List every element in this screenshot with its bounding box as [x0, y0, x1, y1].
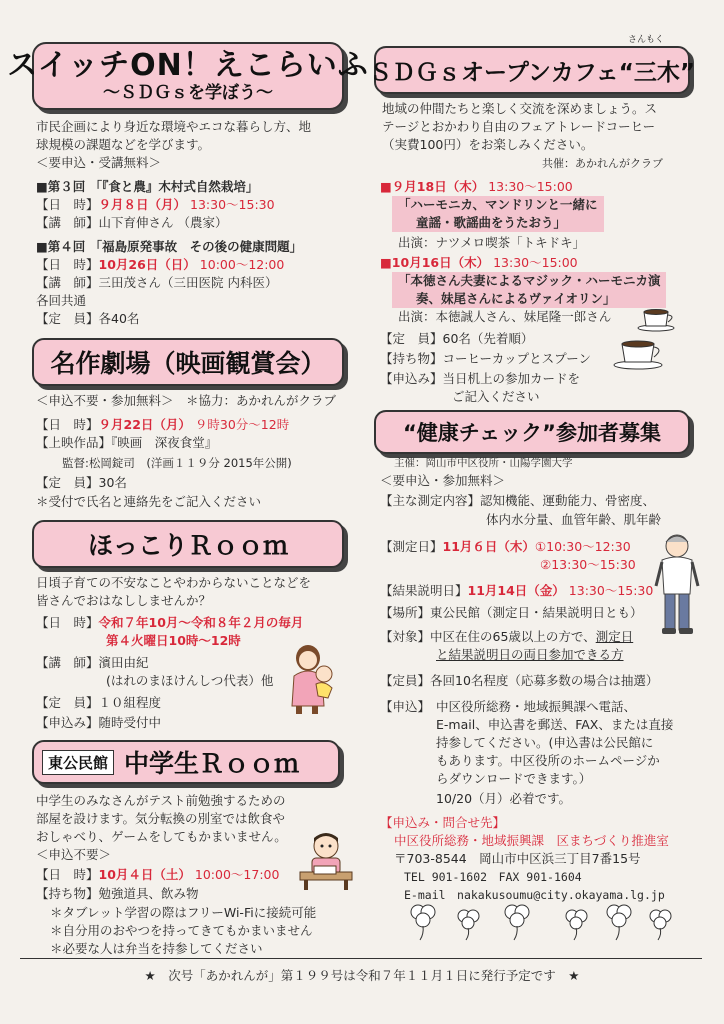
value: 30名 — [98, 475, 127, 490]
label: 【定 員】 — [380, 331, 443, 346]
date-value: 10月26日（日） — [98, 257, 196, 272]
middle-items — [36, 885, 199, 903]
health-sponsor: 主催：岡山市中区役所・山陽学園大学 — [394, 457, 573, 469]
middle-date — [36, 866, 279, 884]
label: 【講 師】 — [36, 655, 99, 670]
health-contact-org: 中区役所総務・地域振興課 区まちづくり推進室 — [394, 833, 669, 848]
date-value: ■９月18日（木） — [380, 179, 485, 194]
label: 【定 員】 — [36, 311, 99, 326]
label: 【対象】 — [380, 629, 431, 644]
hokkori-intro-2: 皆さんでおはなししませんか？ — [36, 593, 212, 608]
middle-intro-3: おしゃべり、ゲームをしてもかまいません。 — [36, 829, 287, 844]
switch-session4-date — [36, 256, 284, 274]
label: 【日 時】 — [36, 257, 99, 272]
label: 【定 員】 — [36, 695, 99, 710]
label: 【講 師】 — [36, 215, 99, 230]
value: 東公民館（測定日・結果説明日とも） — [430, 605, 643, 620]
label: 【主な測定内容】 — [380, 493, 481, 508]
hokkori-intro-1: 日頃子育ての不安なことやわからないことなどを — [36, 575, 312, 590]
health-tel: TEL 901-1602 FAX 901-1604 — [404, 870, 582, 884]
time-value: 13:30～15:00 — [493, 255, 578, 270]
health-apply-line-1: 中区役所総務・地域振興課へ電話、 — [436, 699, 637, 714]
switch-session3-lecturer — [36, 214, 228, 232]
footer-divider — [20, 958, 702, 959]
middle-req: ＜申込不要＞ — [36, 847, 112, 862]
value: 中区在住の65歳以上の方で、 — [430, 629, 596, 644]
date-value: 11月14日（金） — [467, 583, 565, 598]
health-items-2: 体内水分量、血管年齢、肌年齢 — [486, 512, 662, 527]
label: 【日 時】 — [36, 417, 99, 432]
switch-common: 各回共通 — [36, 293, 87, 308]
health-target — [380, 628, 633, 646]
label: 【講 師】 — [36, 275, 99, 290]
switch-intro-1: 市民企画により身近な環境やエコな暮らし方、地 — [36, 119, 312, 134]
mother-child-illustration — [284, 636, 344, 716]
cafe-event1-performer: 出演：ナツメロ喫茶「トキドキ」 — [398, 235, 586, 250]
value: 随時受付中 — [98, 715, 162, 730]
date-value: 10月４日（土） — [98, 867, 191, 882]
value: 濱田由紀 — [98, 655, 149, 670]
time-value: ９時30分～12時 — [194, 417, 290, 432]
cafe-event2-performer: 出演：本徳誠人さん、妹尾隆一郎さん — [398, 309, 612, 324]
label: 【日 時】 — [36, 197, 99, 212]
movie-req: ＜申込不要・参加無料＞ — [36, 393, 174, 408]
hokkori-capacity — [36, 694, 161, 712]
middle-note-3: ＊必要な人は弁当を持参してください — [50, 941, 263, 956]
health-apply-line-3: 持参してください。(申込書は公民館に — [436, 735, 654, 750]
cafe-event1-title-1: 「ハーモニカ、マンドリンと一緒に — [398, 197, 598, 212]
coffee-cup-icon — [612, 336, 668, 370]
middle-section-header — [32, 740, 340, 784]
date-value: ■10月16日（木） — [380, 255, 490, 270]
coffee-cup-icon — [636, 306, 680, 332]
middle-intro-1: 中学生のみなさんがテスト前勉強するための — [36, 793, 286, 808]
time-value: 10:00～12:00 — [199, 257, 285, 272]
switch-req: ＜要申込・受講無料＞ — [36, 155, 162, 170]
movie-note: ＊受付で氏名と連絡先をご記入ください — [36, 494, 262, 509]
label: 【持ち物】 — [36, 886, 99, 901]
health-req: ＜要申込・参加無料＞ — [380, 473, 506, 488]
health-result-date — [380, 582, 653, 600]
label: 【日 時】 — [36, 867, 99, 882]
middle-badge: 東公民館 — [42, 750, 114, 775]
health-title: “健康チェック”参加者募集 — [403, 421, 661, 445]
label: 【結果説明日】 — [380, 583, 468, 598]
health-measure-time-2: ②13:30～15:30 — [540, 557, 636, 572]
health-items — [380, 492, 655, 510]
value: コーヒーカップとスプーン — [442, 351, 592, 366]
label: 【申込み】 — [36, 715, 99, 730]
cafe-event1-title-2: 童謡・歌謡曲をうたおう」 — [416, 215, 567, 230]
label: 【申込み】 — [380, 371, 443, 386]
health-address: 〒703-8544 岡山市中区浜三丁目7番15号 — [394, 851, 641, 866]
health-capacity — [380, 672, 658, 690]
elderly-man-illustration — [654, 532, 700, 636]
cafe-title: ＳＤＧｓオープンカフェ — [369, 59, 619, 86]
value: 60名（先着順） — [442, 331, 534, 346]
time-value: 13:30～15:30 — [568, 583, 654, 598]
value: １０組程度 — [98, 695, 162, 710]
movie-director: 監督:松岡錠司 (洋画１１９分 2015年公開) — [62, 456, 292, 470]
time-value: 13:30～15:30 — [190, 197, 275, 212]
cafe-event2-title-1: 「本徳さん夫妻によるマジック・ハーモニカ演 — [398, 273, 661, 288]
health-email[interactable]: E-mail nakakusoumu@city.okayama.lg.jp — [404, 888, 665, 902]
movie-section-header — [32, 338, 344, 386]
label: 【定員】 — [380, 673, 431, 688]
cafe-ruby: さんもく — [628, 35, 665, 45]
switch-capacity — [36, 310, 139, 328]
value-underlined: 測定日 — [595, 629, 634, 644]
movie-capacity — [36, 474, 127, 492]
middle-title: 中学生Ｒｏｏｍ — [124, 749, 300, 778]
label: 【定 員】 — [36, 475, 99, 490]
health-section-header — [374, 410, 690, 454]
cafe-title-name: “三木” — [618, 59, 696, 86]
switch-subtitle: ～ＳＤＧｓを学ぼう～ — [103, 83, 273, 103]
hokkori-title: ほっこりＲｏｏｍ — [87, 531, 288, 560]
time-value: 13:30～15:00 — [488, 179, 573, 194]
value: 各回10名程度（応募多数の場合は抽選） — [430, 673, 659, 688]
studying-student-illustration — [296, 828, 356, 892]
cafe-intro-2: テージとおかわり自由のフェアトレードコーヒー — [382, 119, 656, 134]
hokkori-apply — [36, 714, 161, 732]
value: 三田茂さん（三田医院 内科医） — [98, 275, 278, 290]
switch-section-header — [7, 42, 369, 110]
health-place — [380, 604, 643, 622]
switch-session3-heading: ■第３回 「『食と農』木村式自然栽培」 — [36, 179, 259, 194]
movie-date — [36, 416, 289, 434]
cafe-event2-title-2: 奏、妹尾さんによるヴァイオリン」 — [416, 291, 616, 306]
health-contact-label: 【申込み・問合せ先】 — [380, 815, 506, 830]
health-target-2: と結果説明日の両日参加できる方 — [436, 647, 624, 662]
hokkori-lecturer-org: (はれのまほけんしつ代表）他 — [106, 673, 274, 688]
health-apply-line-4: もあります。中区役所のホームページか — [436, 753, 660, 768]
value: 『映画 深夜食堂』 — [111, 435, 218, 450]
label: 【上映作品】 — [36, 435, 112, 450]
movie-title: 名作劇場（映画観賞会） — [50, 349, 326, 378]
date-value: ９月22日（月） — [98, 417, 191, 432]
time-value: 10:00～17:00 — [194, 867, 280, 882]
label: 【持ち物】 — [380, 351, 443, 366]
label: 【測定日】 — [380, 539, 443, 554]
value: 山下育伸さん （農家） — [98, 215, 228, 230]
label: 【場所】 — [380, 605, 431, 620]
time-value: ①10:30～12:30 — [534, 539, 631, 554]
movie-work — [36, 434, 217, 452]
hokkori-date-2: 第４火曜日10時～12時 — [106, 633, 241, 648]
switch-session4-heading: ■第４回 「福島原発事故 その後の健康問題」 — [36, 239, 303, 254]
clover-illustration — [404, 900, 684, 942]
health-deadline: 10/20（月）必着です。 — [436, 791, 572, 806]
hokkori-date — [36, 614, 303, 632]
hokkori-section-header — [32, 520, 344, 568]
date-value: 令和７年10月～令和８年２月の毎月 — [98, 615, 304, 630]
hokkori-lecturer — [36, 654, 149, 672]
cafe-apply — [380, 370, 580, 388]
middle-note-1: ＊タブレット学習の際はフリーWi-Fiに接続可能 — [50, 905, 317, 920]
cafe-cosponsor: 共催：あかれんがクラブ — [542, 157, 663, 170]
health-apply-line-5: らダウンロードできます。） — [436, 771, 592, 786]
cafe-section-header — [369, 46, 696, 94]
cafe-intro-1: 地域の仲間たちと楽しく交流を深めましょう。ス — [382, 101, 658, 116]
switch-title: スイッチON！えこらいふ — [7, 48, 369, 83]
footer-text: ★ 次号「あかれんが」第１９９号は令和７年１１月１日に発行予定です ★ — [144, 968, 580, 983]
value: 各40名 — [98, 311, 140, 326]
health-measure-date — [380, 538, 631, 556]
cafe-intro-3: （実費100円）をお楽しみください。 — [382, 137, 594, 152]
health-apply-line-2: E-mail、申込書を郵送、FAX、または直接 — [436, 717, 674, 732]
cafe-event1-date — [380, 178, 573, 196]
health-apply-label: 【申込】 — [380, 699, 431, 714]
switch-session3-date — [36, 196, 275, 214]
cafe-apply-2: ご記入ください — [452, 389, 540, 404]
date-value: ９月８日（月） — [98, 197, 187, 212]
date-value: 11月６日（木） — [442, 539, 535, 554]
value: 当日机上の参加カードを — [442, 371, 581, 386]
movie-req-row — [36, 392, 336, 410]
value: 勉強道具、飲み物 — [98, 886, 199, 901]
label: 【日 時】 — [36, 615, 99, 630]
middle-intro-2: 部屋を設けます。気分転換の別室では飲食や — [36, 811, 286, 826]
cafe-event2-date — [380, 254, 578, 272]
movie-coop: ＊協力：あかれんがクラブ — [186, 393, 337, 408]
switch-intro-2: 球規模の課題などを学びます。 — [36, 137, 211, 152]
switch-session4-lecturer — [36, 274, 278, 292]
middle-note-2: ＊自分用のおやつを持ってきてもかまいません — [50, 923, 313, 938]
cafe-items — [380, 350, 591, 368]
cafe-capacity — [380, 330, 533, 348]
value: 認知機能、運動能力、骨密度、 — [480, 493, 656, 508]
